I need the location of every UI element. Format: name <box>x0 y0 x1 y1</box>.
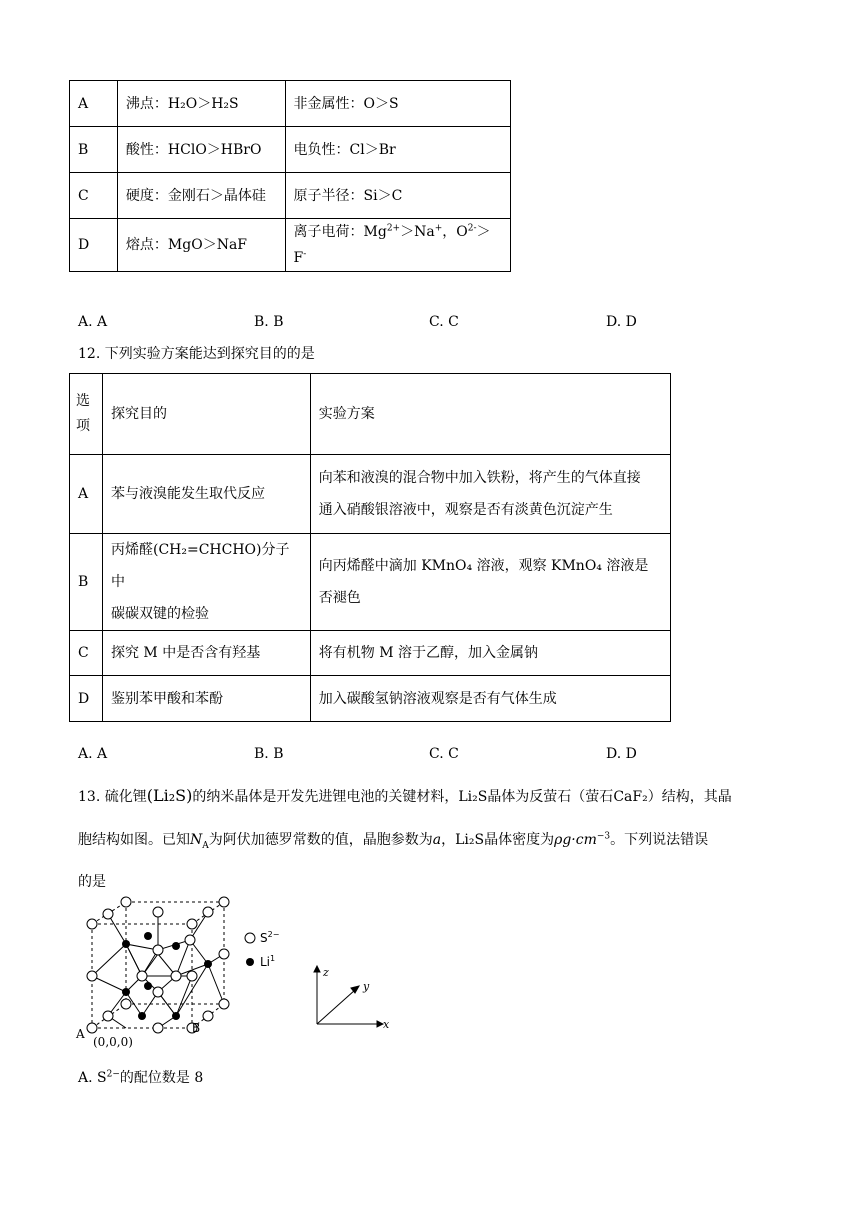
option-c[interactable]: C. C <box>429 314 459 330</box>
option-a[interactable]: A. A <box>78 314 108 330</box>
property-cell: 沸点：H₂O＞H₂S <box>117 81 285 127</box>
answer-options-q12 <box>78 746 678 766</box>
table-row <box>70 455 671 534</box>
option-cell: A <box>70 81 118 127</box>
z-axis-label: z <box>323 966 329 979</box>
option-cell: C <box>70 631 103 676</box>
table-row <box>70 631 671 676</box>
property-cell: 酸性：HClO＞HBrO <box>117 127 285 173</box>
property-cell: 非金属性：O＞S <box>285 81 510 127</box>
option-a[interactable]: A. A <box>78 746 108 762</box>
option-cell: C <box>70 173 118 219</box>
property-cell: 原子半径：Si＞C <box>285 173 510 219</box>
crystal-cell-diagram <box>74 892 304 1052</box>
point-a-label: A <box>76 1027 85 1041</box>
purpose-cell: 鉴别苯甲酸和苯酚 <box>102 676 310 722</box>
table-q12 <box>69 373 671 722</box>
property-cell: 离子电荷：$Mg^{2+}>Na^+$，$O^{2-}>F^-$ <box>285 219 510 272</box>
property-cell: 熔点：MgO＞NaF <box>117 219 285 272</box>
question-13-line-1: 13. 硫化锂(Li₂S)的纳米晶体是开发先进锂电池的关键材料，Li₂S晶体为反萤石（萤石CaF₂）结构，其晶 <box>78 786 732 805</box>
header-purpose: 探究目的 <box>102 374 310 455</box>
point-b-label: B <box>192 1021 201 1035</box>
question-13-line-2: 胞结构如图。已知$N_A$为阿伏加德罗常数的值，晶胞参数为a，Li₂S晶体密度为$\rho g\cdot cm^{-3}$。下列说法错误 <box>78 831 709 851</box>
option-b[interactable]: B. B <box>254 314 284 330</box>
option-b[interactable]: B. B <box>254 746 284 762</box>
answer-options-q11 <box>78 314 678 334</box>
option-cell: B <box>70 534 103 631</box>
table-q11 <box>69 80 511 272</box>
option-cell: D <box>70 676 103 722</box>
coordinate-axes <box>305 960 395 1035</box>
scheme-cell: 将有机物 M 溶于乙醇，加入金属钠 <box>310 631 670 676</box>
option-cell: B <box>70 127 118 173</box>
legend-sulfide: $S^{2-}$ <box>260 930 280 945</box>
option-cell: D <box>70 219 118 272</box>
purpose-cell: 丙烯醛(CH₂=CHCHO)分子中 碳碳双键的检验 <box>102 534 310 631</box>
option-c[interactable]: C. C <box>429 746 459 762</box>
header-option: 选项 <box>70 374 103 455</box>
property-cell: 硬度：金刚石＞晶体硅 <box>117 173 285 219</box>
x-axis-label: x <box>383 1018 390 1031</box>
option-d[interactable]: D. D <box>606 746 637 762</box>
table-row <box>70 534 671 631</box>
table-row <box>70 219 511 272</box>
scheme-cell: 向苯和液溴的混合物中加入铁粉，将产生的气体直接 通入硝酸银溶液中，观察是否有淡黄色沉淀产生 <box>310 455 670 534</box>
question-13-line-3: 的是 <box>78 874 106 890</box>
question-12-stem: 12. 下列实验方案能达到探究目的的是 <box>78 346 315 362</box>
scheme-cell: 加入碳酸氢钠溶液观察是否有气体生成 <box>310 676 670 722</box>
lithium-legend-marker <box>246 958 254 966</box>
header-scheme: 实验方案 <box>310 374 670 455</box>
option-cell: A <box>70 455 103 534</box>
y-axis-label: y <box>363 980 370 993</box>
table-row <box>70 374 671 455</box>
option-d[interactable]: D. D <box>606 314 637 330</box>
table-row <box>70 81 511 127</box>
table-row <box>70 676 671 722</box>
sulfide-legend-marker <box>245 933 255 943</box>
origin-label: (0,0,0) <box>93 1035 133 1049</box>
scheme-cell: 向丙烯醛中滴加 KMnO₄ 溶液，观察 KMnO₄ 溶液是 否褪色 <box>310 534 670 631</box>
question-13-option-a[interactable]: A. $S^{2-}$的配位数是 8 <box>78 1069 204 1086</box>
property-cell: 电负性：Cl＞Br <box>285 127 510 173</box>
purpose-cell: 探究 M 中是否含有羟基 <box>102 631 310 676</box>
table-row <box>70 173 511 219</box>
purpose-cell: 苯与液溴能发生取代反应 <box>102 455 310 534</box>
legend-lithium: Li$^1$ <box>260 954 276 969</box>
table-row <box>70 127 511 173</box>
